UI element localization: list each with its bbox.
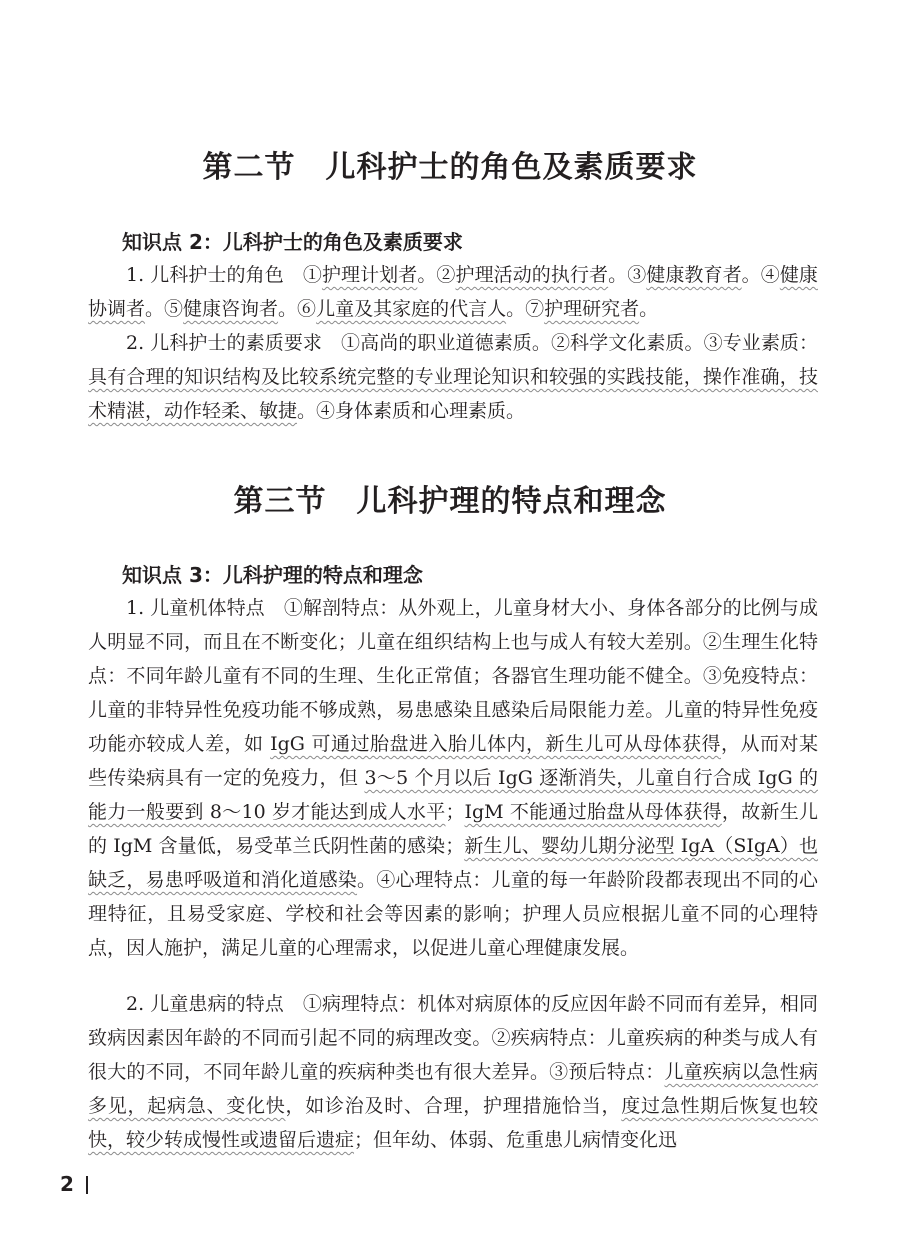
- paragraph-child-body-features: 1. 儿童机体特点 ①解剖特点：从外观上，儿童身材大小、身体各部分的比例与成人明显不同，而且在不断变化；儿童在组织结构上也与成人有较大差别。②生理生化特点：不同年龄儿童有不同的生理、生化正常值；各器官生理功能不健全。③免疫特点：儿童的非特异性免疫功能不够成熟，易患感染且感染后局限能力差。儿童的特异性免疫功能亦较成人差，如 IgG 可通过胎盘进入胎儿体内，新生儿可从母体获得，从而对某些传染病具有一定的免疫力，但 3～5 个月以后 IgG 逐渐消失，儿童自行合成 IgG 的能力一般要到 8～10 岁才能达到成人水平；IgM 不能通过胎盘从母体获得，故新生儿的 IgM 含量低，易受革兰氏阴性菌的感染；新生儿、婴幼儿期分泌型 IgA（SIgA）也缺乏，易患呼吸道和消化道感染。④心理特点：儿童的每一年龄阶段都表现出不同的心理特征，且易受家庭、学校和社会等因素的影响；护理人员应根据儿童不同的心理特点，因人施护，满足儿童的心理需求，以促进儿童心理健康发展。: [88, 597, 819, 959]
- section-2-label: 第二节: [202, 150, 296, 185]
- section-2-title-text: 儿科护士的角色及素质要求: [325, 150, 698, 185]
- section-3-label: 第三节: [233, 484, 327, 519]
- page-number-divider: [86, 1176, 88, 1194]
- section-3-title: [0, 482, 900, 522]
- knowledge-point-2-heading: 知识点 2：儿科护士的角色及素质要求: [122, 230, 463, 254]
- knowledge-point-3-heading: 知识点 3：儿科护理的特点和理念: [122, 563, 423, 587]
- paragraph-nurse-qualities: 2. 儿科护士的素质要求 ①高尚的职业道德素质。②科学文化素质。③专业素质：具有合理的知识结构及比较系统完整的专业理论知识和较强的实践技能，操作准确，技术精湛，动作轻柔、敏捷。④身体素质和心理素质。: [88, 332, 818, 422]
- section-3-title-text: 儿科护理的特点和理念: [356, 484, 667, 519]
- paragraph-nurse-roles: 1. 儿科护士的角色 ①护理计划者。②护理活动的执行者。③健康教育者。④健康协调者。⑤健康咨询者。⑥儿童及其家庭的代言人。⑦护理研究者。: [88, 264, 818, 320]
- page-number: 2: [60, 1172, 74, 1196]
- paragraph-child-disease-features: 2. 儿童患病的特点 ①病理特点：机体对病原体的反应因年龄不同而有差异，相同致病因素因年龄的不同而引起不同的病理改变。②疾病特点：儿童疾病的种类与成人有很大的不同，不同年龄儿童的疾病种类也有很大差异。③预后特点：儿童疾病以急性病多见，起病急、变化快，如诊治及时、合理，护理措施恰当，度过急性期后恢复也较快，较少转成慢性或遗留后遗症；但年幼、体弱、危重患儿病情变化迅: [88, 993, 818, 1151]
- section-2-title: [0, 148, 900, 188]
